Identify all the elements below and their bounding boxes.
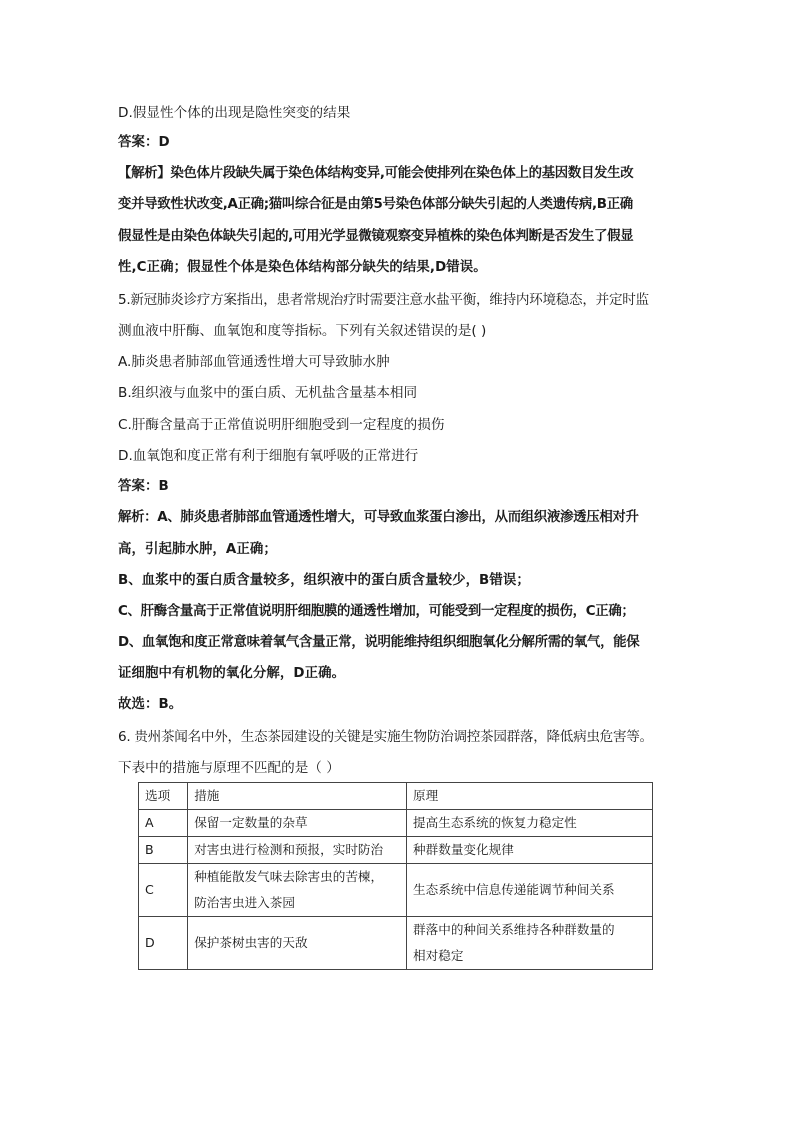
- table-row: [139, 864, 653, 917]
- cell-principle: 种群数量变化规律: [407, 837, 653, 864]
- table-header-row: [139, 783, 653, 810]
- measures-principles-table: [138, 782, 653, 970]
- cell-measure-line: 防治害虫进入茶园: [194, 895, 295, 910]
- explanation-q5-line-3: B、血浆中的蛋白质含量较多，组织液中的蛋白质含量较少，B错误；: [118, 573, 530, 588]
- answer-q4: 答案：D: [118, 135, 170, 150]
- cell-option: D: [139, 917, 188, 970]
- cell-measure: 对害虫进行检测和预报，实时防治: [188, 837, 407, 864]
- explanation-q5-line-1: 解析：A、肺炎患者肺部血管通透性增大，可导致血浆蛋白渗出，从而组织液渗透压相对升: [118, 510, 639, 525]
- table-row: [139, 837, 653, 864]
- cell-principle-line: 群落中的种间关系维持各种群数量的: [413, 922, 615, 937]
- explanation-q5-line-5: D、血氧饱和度正常意味着氧气含量正常，说明能维持组织细胞氧化分解所需的氧气，能保: [118, 635, 640, 650]
- explanation-text: 染色体片段缺失属于染色体结构变异,可能会使排列在染色体上的基因数目发生改: [170, 166, 634, 181]
- option-b-q5: B.组织液与血浆中的蛋白质、无机盐含量基本相同: [118, 385, 418, 401]
- header-measure: 措施: [188, 783, 407, 810]
- explanation-q5-line-6: 证细胞中有机物的氧化分解，D正确。: [118, 666, 346, 681]
- cell-option: A: [139, 810, 188, 837]
- answer-q5: 答案：B: [118, 479, 169, 494]
- cell-option: C: [139, 864, 188, 917]
- explanation-q4-line-4: 性,C正确；假显性个体是染色体结构部分缺失的结果,D错误。: [118, 260, 487, 275]
- question-5-stem-2: 测血液中肝酶、血氧饱和度等指标。下列有关叙述错误的是( ): [118, 323, 487, 339]
- table-row: [139, 810, 653, 837]
- cell-principle: [407, 917, 653, 970]
- option-d-q5: D.血氧饱和度正常有利于细胞有氧呼吸的正常进行: [118, 448, 419, 464]
- cell-measure: [188, 864, 407, 917]
- explanation-q4-line-1: [118, 165, 633, 183]
- cell-option: B: [139, 837, 188, 864]
- explanation-tag: 【解析】: [118, 166, 171, 181]
- table-row: [139, 917, 653, 970]
- question-6-stem-1: 6. 贵州茶闻名中外，生态茶园建设的关键是实施生物防治调控茶园群落，降低病虫危害等。: [118, 729, 653, 745]
- cell-principle: 生态系统中信息传递能调节种间关系: [407, 864, 653, 917]
- option-d-q4: D.假显性个体的出现是隐性突变的结果: [118, 105, 351, 121]
- cell-measure-line: 种植能散发气味去除害虫的苦楝，: [194, 869, 384, 884]
- option-a-q5: A.肺炎患者肺部血管通透性增大可导致肺水肿: [118, 354, 390, 370]
- explanation-q5-line-2: 高，引起肺水肿，A正确；: [118, 542, 277, 557]
- cell-principle-line: 相对稳定: [413, 948, 464, 963]
- cell-measure: 保留一定数量的杂草: [188, 810, 407, 837]
- question-5-stem-1: 5.新冠肺炎诊疗方案指出，患者常规治疗时需要注意水盐平衡，维持内环境稳态，并定时监: [118, 292, 649, 308]
- option-c-q5: C.肝酶含量高于正常值说明肝细胞受到一定程度的损伤: [118, 417, 445, 433]
- explanation-q4-line-2: 变并导致性状改变,A正确;猫叫综合征是由第5号染色体部分缺失引起的人类遗传病,B正确: [118, 197, 633, 212]
- question-6-stem-2: 下表中的措施与原理不匹配的是（ ）: [118, 760, 340, 776]
- explanation-q5-line-4: C、肝酶含量高于正常值说明肝细胞膜的通透性增加，可能受到一定程度的损伤，C正确；: [118, 604, 635, 619]
- header-option: 选项: [139, 783, 188, 810]
- final-choice-q5: 故选：B。: [118, 697, 183, 712]
- header-principle: 原理: [407, 783, 653, 810]
- explanation-q4-line-3: 假显性是由染色体缺失引起的,可用光学显微镜观察变异植株的染色体判断是否发生了假显: [118, 229, 634, 244]
- cell-principle: 提高生态系统的恢复力稳定性: [407, 810, 653, 837]
- cell-measure: 保护茶树虫害的天敌: [188, 917, 407, 970]
